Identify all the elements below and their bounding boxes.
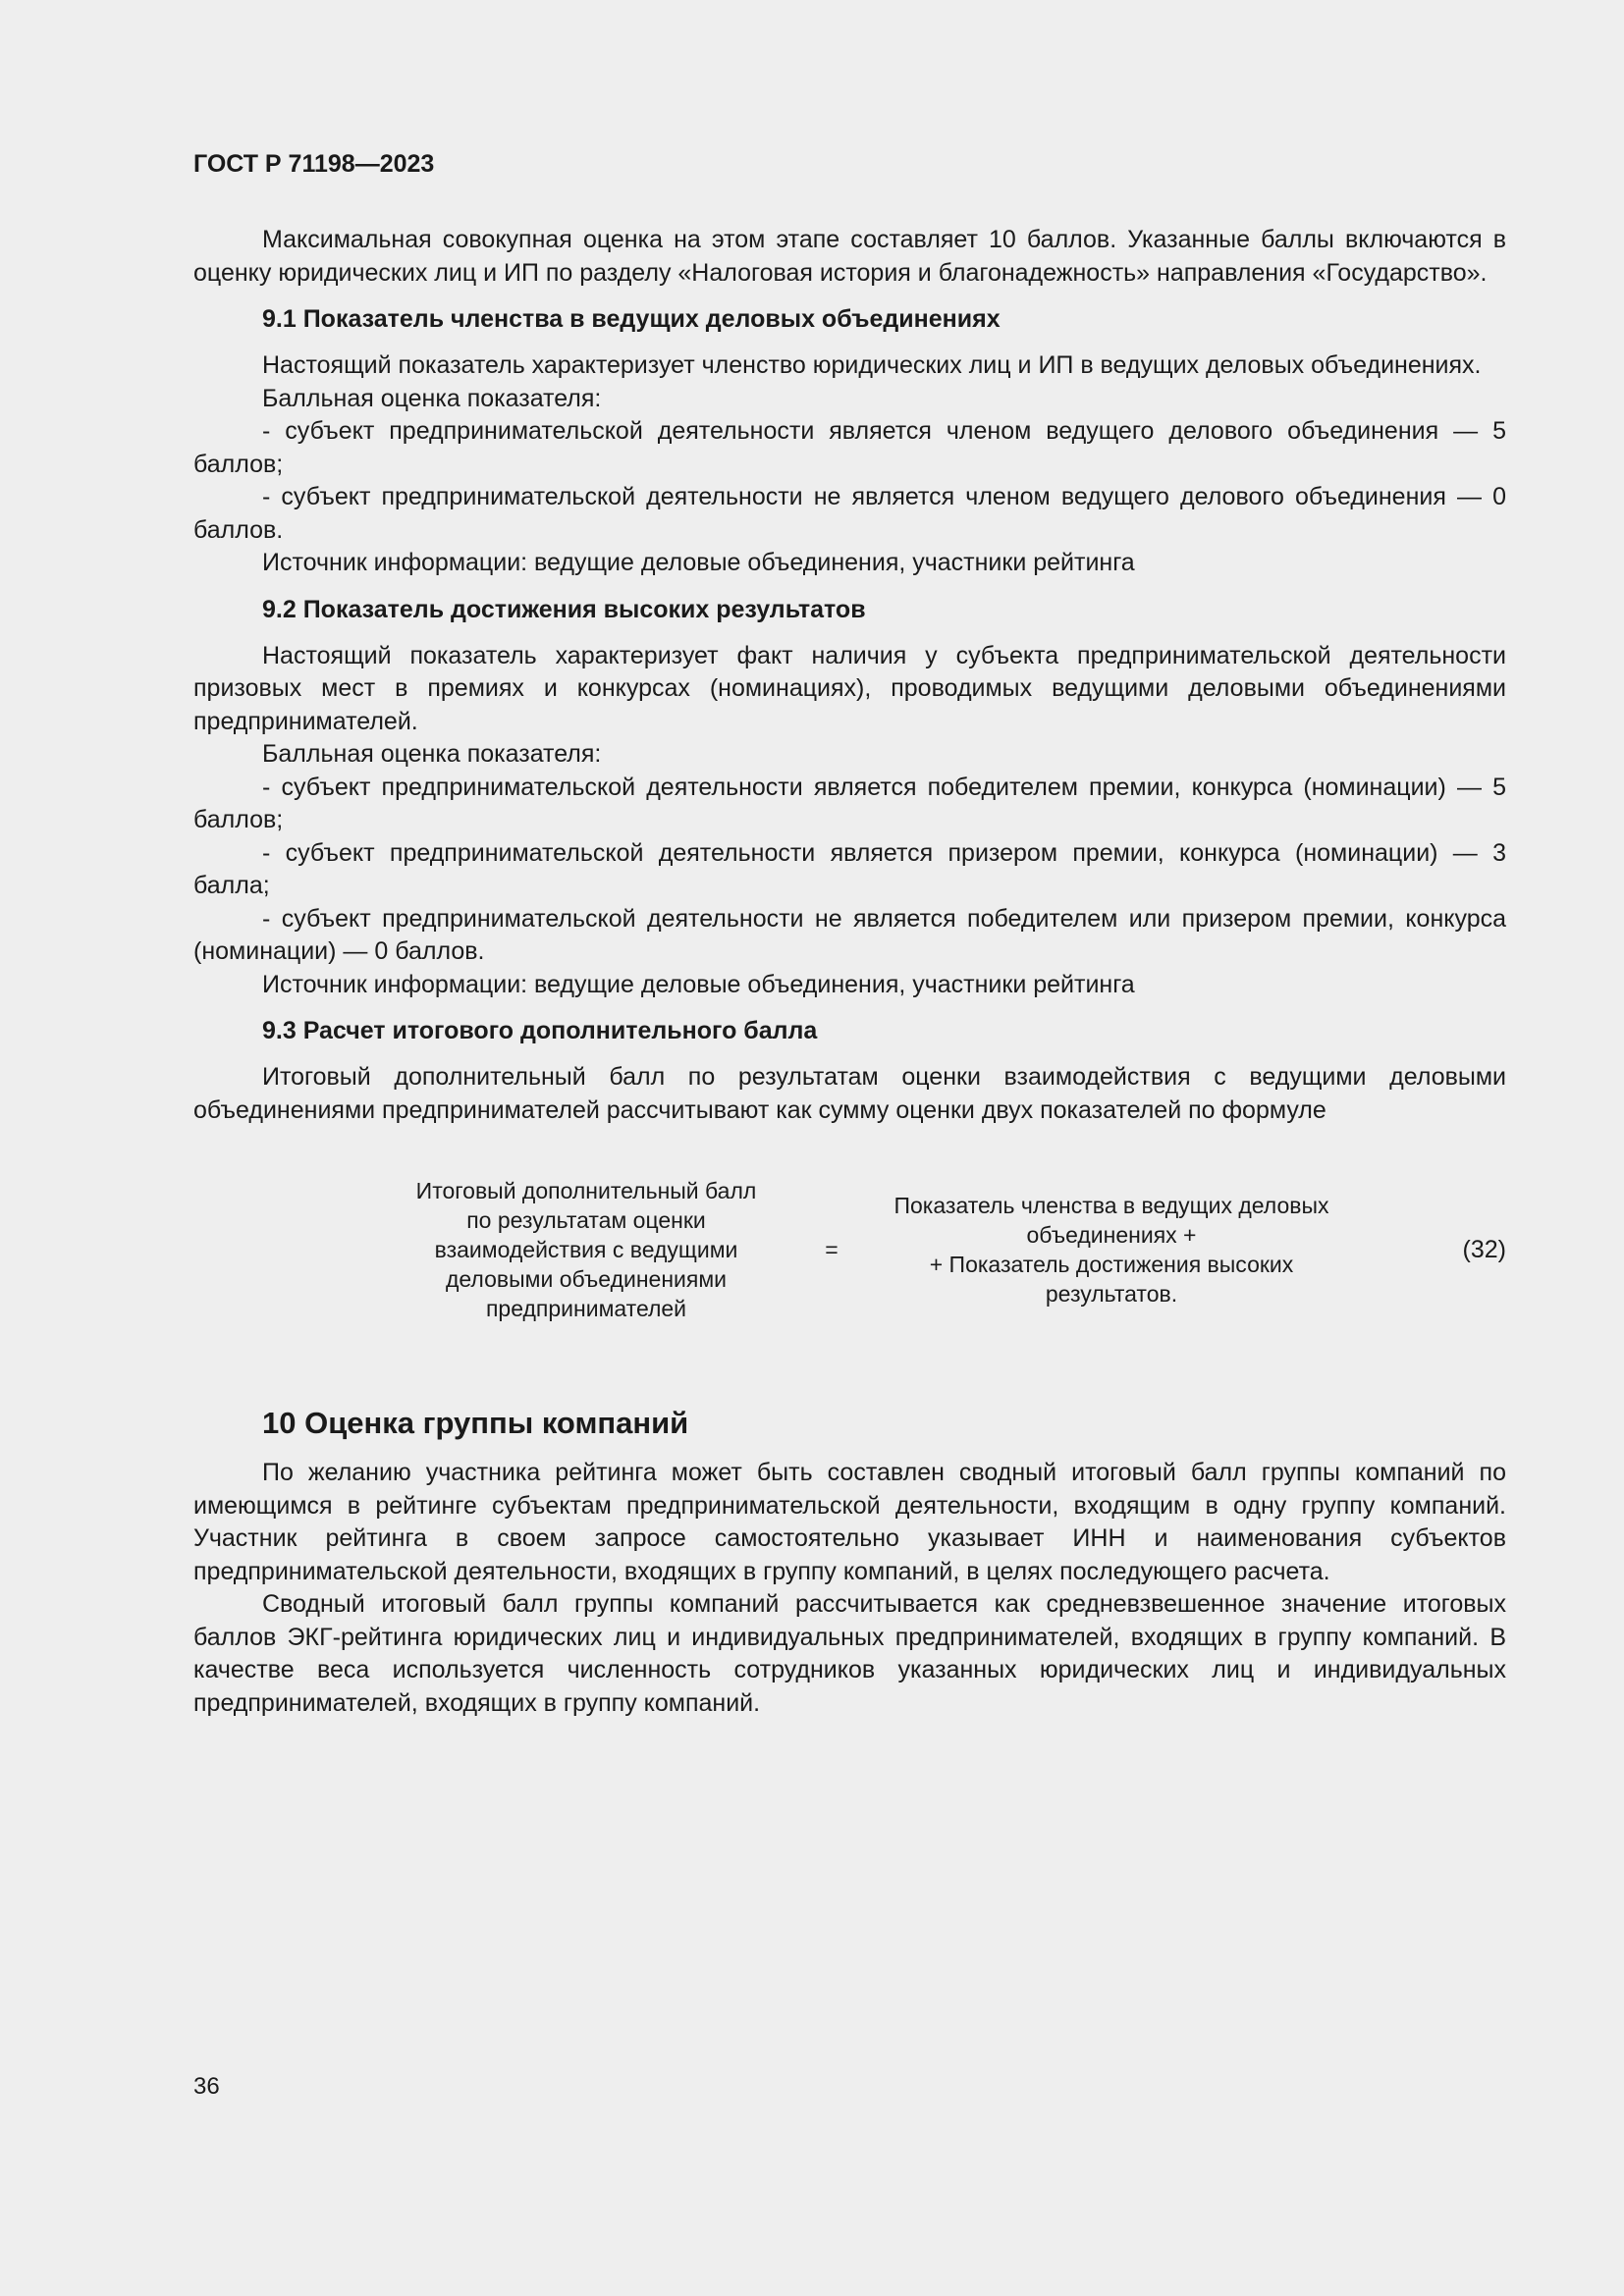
formula-rhs-line: + Показатель достижения высоких <box>929 1252 1294 1277</box>
section-9-1-item-member: - субъект предпринимательской деятельности является членом ведущего делового объединения — 5 баллов; <box>193 417 1506 478</box>
formula-equals-sign: = <box>825 1237 839 1262</box>
formula-rhs-line: объединениях + <box>1026 1222 1197 1248</box>
section-9-1-description: Настоящий показатель характеризует членство юридических лиц и ИП в ведущих деловых объединениях. <box>262 351 1482 379</box>
intro-paragraph: Максимальная совокупная оценка на этом этапе составляет 10 баллов. Указанные баллы включаются в оценку юридических лиц и ИП по разделу «Налоговая история и благонадежность» направления «Государство». <box>193 226 1506 287</box>
formula-lhs-line: взаимодействия с ведущими <box>434 1237 738 1262</box>
formula-lhs-line: Итоговый дополнительный балл <box>415 1178 757 1203</box>
section-9-1-score-label: Балльная оценка показателя: <box>262 384 602 412</box>
section-9-2-source: Источник информации: ведущие деловые объединения, участники рейтинга <box>262 970 1135 998</box>
formula-rhs-line: Показатель членства в ведущих деловых <box>893 1193 1329 1218</box>
formula-number: (32) <box>1462 1236 1506 1263</box>
section-9-1-source: Источник информации: ведущие деловые объединения, участники рейтинга <box>262 549 1135 576</box>
formula-rhs-line: результатов. <box>1045 1281 1178 1307</box>
section-10-paragraph-1: По желанию участника рейтинга может быть составлен сводный итоговый балл группы компаний по имеющимся в рейтинге субъектам предпринимательской деятельности, входящим в одну группу компаний. Участник рейтинга в своем запросе самостоятельно указывает ИНН и наименования субъектов предпринимательской деятельности, входящих в группу компаний, в целях последующего расчета. <box>193 1459 1506 1585</box>
section-9-2-item-prize: - субъект предпринимательской деятельности является призером премии, конкурса (номинации) — 3 балла; <box>193 838 1506 899</box>
section-9-2-score-label: Балльная оценка показателя: <box>262 740 602 768</box>
formula-left-side <box>390 1176 783 1323</box>
section-9-2-description: Настоящий показатель характеризует факт наличия у субъекта предпринимательской деятельности призовых мест в премиях и конкурсах (номинациях), проводимых ведущими деловыми объединениями предпринимателей. <box>193 641 1506 735</box>
section-10-paragraph-2: Сводный итоговый балл группы компаний рассчитывается как средневзвешенное значение итоговых баллов ЭКГ-рейтинга юридических лиц и индивидуальных предпринимателей, входящих в группу компаний. В качестве веса используется численность сотрудников указанных юридических лиц и индивидуальных предпринимателей, входящих в группу компаний. <box>193 1590 1506 1717</box>
section-9-2-item-none: - субъект предпринимательской деятельности не является победителем или призером премии, конкурса (номинации) — 0 баллов. <box>193 904 1506 965</box>
formula-lhs-line: по результатам оценки <box>466 1207 706 1233</box>
formula-32 <box>193 1176 1506 1323</box>
document-page <box>193 147 1506 1720</box>
section-9-1-item-non-member: - субъект предпринимательской деятельности не является членом ведущего делового объединения — 0 баллов. <box>193 483 1506 544</box>
section-9-3-description: Итоговый дополнительный балл по результатам оценки взаимодействия с ведущими деловыми объединениями предпринимателей рассчитывают как сумму оценки двух показателей по формуле <box>193 1063 1506 1124</box>
formula-lhs-line: деловыми объединениями <box>445 1266 727 1292</box>
formula-lhs-line: предпринимателей <box>485 1296 687 1321</box>
section-10-heading: 10 Оценка группы компаний <box>262 1406 689 1440</box>
section-9-2-heading: 9.2 Показатель достижения высоких результатов <box>262 595 866 623</box>
page-number: 36 <box>193 2073 220 2100</box>
section-9-2-item-winner: - субъект предпринимательской деятельности является победителем премии, конкурса (номинации) — 5 баллов; <box>193 773 1506 833</box>
section-9-3-heading: 9.3 Расчет итогового дополнительного балла <box>262 1017 818 1044</box>
document-code-header: ГОСТ Р 71198—2023 <box>193 150 435 178</box>
section-9-1-heading: 9.1 Показатель членства в ведущих деловых объединениях <box>262 305 1001 333</box>
formula-right-side <box>856 1191 1367 1308</box>
